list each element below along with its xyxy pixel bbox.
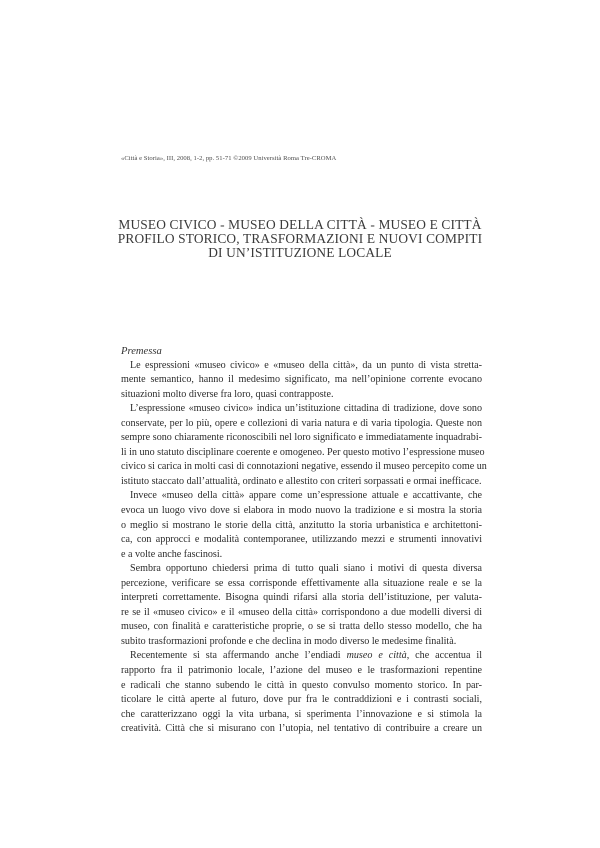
text-line: percezione, verificare se essa corrisponde effettivamente alla situazione reale e se la bbox=[121, 577, 482, 589]
title-line: PROFILO STORICO, TRASFORMAZIONI E NUOVI COMPITI bbox=[117, 231, 483, 247]
text-line: conservate, per lo più, opere e collezioni di varia natura e di varia tipologia. Queste non bbox=[121, 417, 482, 429]
text-line: Invece «museo della città» appare come un’espressione attuale e accattivante, che bbox=[130, 490, 482, 502]
text-line: sempre sono chiaramente riconoscibili nel loro significato e immediatamente inquadrabi- bbox=[121, 432, 482, 444]
text-line: Sembra opportuno chiedersi prima di tutto quali siano i motivi di questa diversa bbox=[130, 563, 482, 575]
text-line: li in uno statuto disciplinare coerente e omogeneo. Per questo motivo l’espressione museo bbox=[121, 446, 485, 458]
article-title bbox=[100, 218, 500, 261]
text-line: L’espressione «museo civico» indica un’istituzione cittadina di tradizione, dove sono bbox=[130, 403, 482, 415]
title-line: MUSEO CIVICO - MUSEO DELLA CITTÀ - MUSEO E CITTÀ bbox=[118, 217, 482, 232]
text-run: Recentemente si sta affermando anche l’endiadi bbox=[130, 650, 347, 662]
text-line: creatività. Città che si misurano con l’utopia, nel tentativo di contribuire a creare un bbox=[121, 723, 482, 735]
text-line: situazioni molto diverse fra loro, quasi contrapposte. bbox=[121, 388, 334, 400]
text-line: subito trasformazioni profonde e che declina in modo diverso le medesime finalità. bbox=[121, 635, 457, 647]
text-line: ca, con approcci e modalità contemporanee, utilizzando mezzi e strumenti innovativi bbox=[121, 534, 482, 546]
text-line bbox=[121, 649, 482, 664]
text-line: rapporto fra il patrimonio locale, l’azione del museo e le trasformazioni repentine bbox=[121, 664, 482, 676]
paragraph bbox=[121, 649, 482, 736]
paragraph bbox=[121, 359, 482, 403]
title-line: DI UN’ISTITUZIONE LOCALE bbox=[208, 245, 392, 261]
text-line: civico si carica in molti casi di connotazioni negative, essendo il museo percepito come un bbox=[121, 461, 487, 473]
text-line: museo, con finalità e caratteristiche proprie, o se si tratta dello stesso modello, che ha bbox=[121, 621, 482, 633]
section-heading: Premessa bbox=[121, 346, 162, 357]
paragraph bbox=[121, 562, 482, 649]
text-line: e radicali che stanno subendo le città in questo convulso momento storico. In par- bbox=[121, 679, 482, 691]
text-line: ticolare le città aperte al futuro, dove pur fra le contraddizioni e i contrasti sociali, bbox=[121, 694, 482, 706]
text-line: che caratterizzano oggi la vita urbana, si sperimenta l’innovazione e si stimola la bbox=[121, 708, 482, 720]
text-line: interpreti correttamente. Bisogna quindi rifarsi alla storia dell’istituzione, per valuta- bbox=[121, 592, 482, 604]
article-body bbox=[121, 359, 487, 737]
text-line: istituto staccato dall’attualità, ordinato e allestito con criteri sorpassati e ormai inefficace. bbox=[121, 475, 482, 487]
text-line: Le espressioni «museo civico» e «museo della città», da un punto di vista stretta- bbox=[130, 359, 482, 371]
text-line: evoca un luogo vivo dove si elabora in modo nuovo la tradizione e si mostra la storia bbox=[121, 504, 482, 516]
text-run: , che accentua il bbox=[406, 650, 482, 662]
text-line: re se il «museo civico» e il «museo della città» corrispondono a due modelli diversi di bbox=[121, 606, 482, 618]
paragraph bbox=[121, 402, 487, 489]
text-line: e a volte anche fascinosi. bbox=[121, 548, 223, 560]
text-line: mente semantico, hanno il medesimo significato, ma nell’opinione corrente evocano bbox=[121, 374, 482, 386]
emphasis-text: museo e città bbox=[346, 650, 407, 662]
paragraph bbox=[121, 489, 482, 562]
journal-citation: «Città e Storia», III, 2008, 1-2, pp. 51-71 ©2009 Università Roma Tre-CROMA bbox=[121, 155, 337, 162]
text-line: o meglio si mostrano le storie della città, anzitutto la storia urbanistica e architettoni- bbox=[121, 519, 482, 531]
